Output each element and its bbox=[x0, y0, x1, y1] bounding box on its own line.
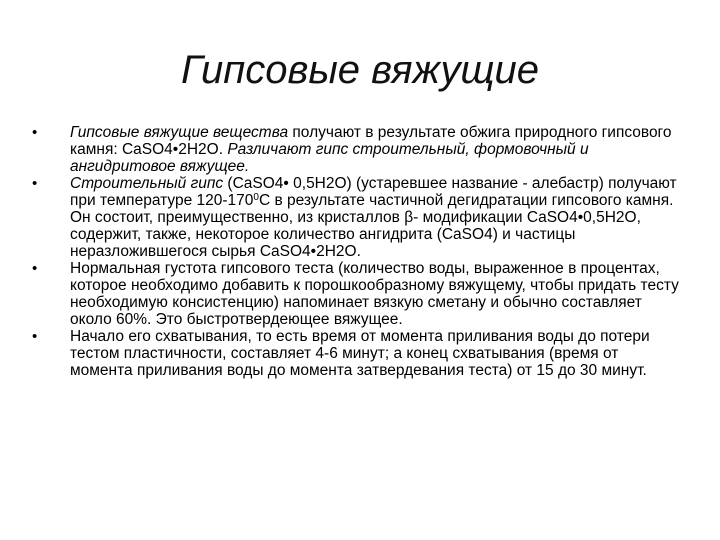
item-2-text: (CaSO4• 0,5H2O) (устаревшее название - алебастр) получают при температуре 120-170 bbox=[70, 175, 677, 209]
item-1-types: Различают гипс строительный, формовочный и ангидритовое вяжущее. bbox=[70, 141, 589, 175]
item-2-term: Строительный гипс bbox=[70, 175, 224, 192]
bullet-item-3 bbox=[32, 260, 682, 328]
bullet-dot-icon: • bbox=[32, 175, 38, 192]
item-1-term: Гипсовые вяжущие вещества bbox=[70, 124, 289, 141]
bullet-item-1 bbox=[32, 124, 682, 175]
slide-title: Гипсовые вяжущие bbox=[180, 48, 540, 92]
bullet-dot-icon: • bbox=[32, 328, 38, 345]
bullet-dot-icon: • bbox=[32, 124, 38, 141]
item-3-text: Нормальная густота гипсового теста (количество воды, выраженное в процентах, которое необходимо добавить к порошкообразному вяжущему, чтобы придать тесту необходимую консистенцию) напоминает вязкую сметану и обычно составляет около 60%. Это быстротвердеющее вяжущее. bbox=[70, 260, 679, 328]
bullet-item-2 bbox=[32, 175, 682, 260]
bullet-list bbox=[32, 124, 682, 379]
bullet-dot-icon: • bbox=[32, 260, 38, 277]
item-2-text-cont: С в результате частичной дегидратации гипсового камня. Он состоит, преимущественно, из кристаллов β- модификации CaSO4•0,5H2O, содержит, также, некоторое количество ангидрита (CaSO4) и частицы неразложившегося сырья CaSO4•2H2O. bbox=[70, 192, 674, 260]
item-1-text: получают в результате обжига природного гипсового камня: CaSO4•2H2O. bbox=[70, 124, 672, 158]
item-4-text: Начало его схватывания, то есть время от момента приливания воды до потери тестом пластичности, составляет 4-6 минут; а конец схватывания (время от момента приливания воды до момента затвердевания теста) от 15 до 30 минут. bbox=[70, 328, 650, 379]
item-2-degree-sup: 0 bbox=[253, 192, 259, 203]
bullet-item-4 bbox=[32, 328, 682, 379]
